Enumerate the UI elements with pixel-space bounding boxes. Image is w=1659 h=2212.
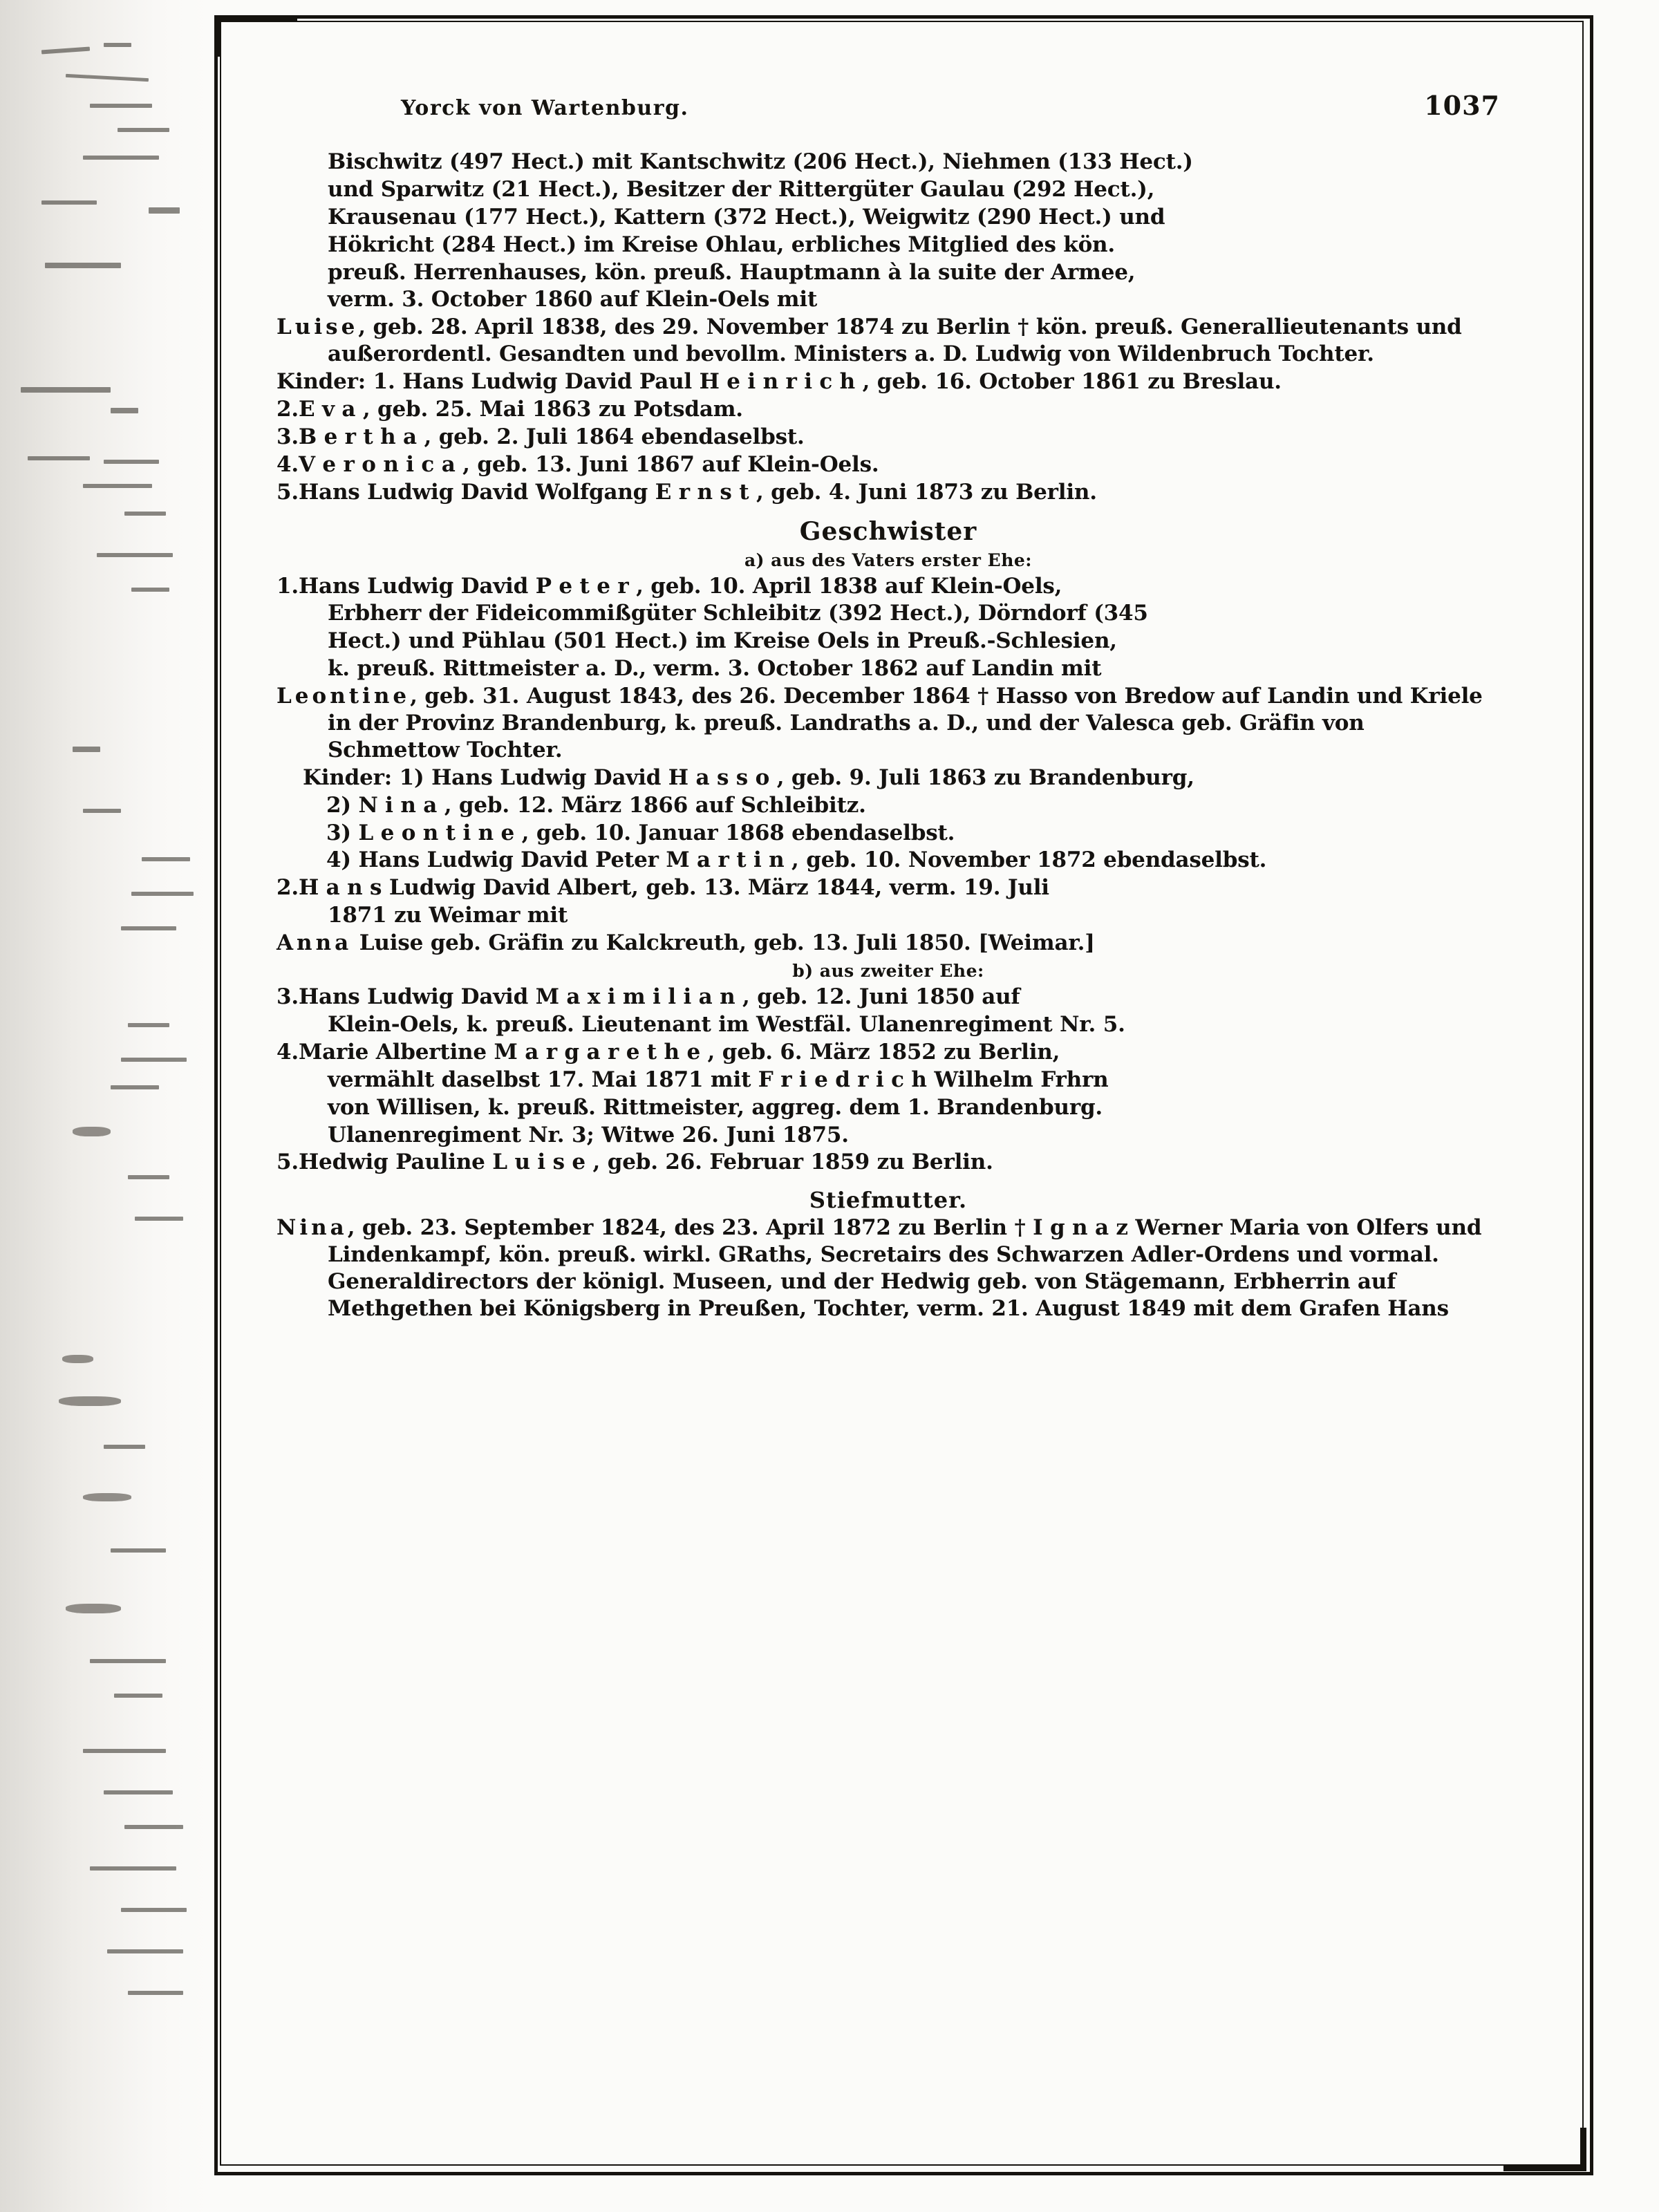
child-text: N i n a , geb. 12. März 1866 auf Schleibitz. [358,792,866,818]
spouse-name: Luise [276,315,359,340]
page-number: 1037 [1424,90,1500,121]
page-title: Yorck von Wartenburg. [401,96,689,120]
child-item [276,479,1500,506]
sibling-text: H a n s Ludwig David Albert, geb. 13. März 1844, verm. 19. Juli [298,875,1049,901]
sibling-spouse-name: Leontine [276,684,411,709]
sibling-entry-3 [276,984,1500,1038]
sibling-line [276,984,1500,1011]
sibling-line: Ulanenregiment Nr. 3; Witwe 26. Juni 1875. [328,1122,849,1147]
sibling-child-item [276,820,1500,847]
text-column [276,90,1500,1323]
sibling-spouse-paragraph [276,930,1500,957]
sibling-text: Hedwig Pauline L u i s e , geb. 26. Februar 1859 zu Berlin. [298,1150,993,1175]
sibling-line [276,1149,1500,1176]
sibling-line: vermählt daselbst 17. Mai 1871 mit F r i e d r i c h Wilhelm Frhrn [328,1067,1109,1092]
subsection-heading-erste-ehe: a) aus des Vaters erster Ehe: [744,550,1033,570]
sibling-children-first-item [276,765,1500,791]
sibling-text: Marie Albertine M a r g a r e t h e , geb. 6. März 1852 zu Berlin, [298,1039,1060,1065]
sibling-entry-2 [276,874,1500,957]
stepmother-name: Nina [276,1215,348,1241]
sibling-spouse-paragraph [276,683,1500,764]
running-head [276,90,1500,121]
stepmother-paragraph [276,1215,1500,1322]
child-text: Hans Ludwig David Peter M a r t i n , geb. 10. November 1872 ebendaselbst. [358,847,1267,873]
child-item [276,424,1500,451]
section-heading-geschwister: Geschwister [799,516,977,546]
child-item [276,451,1500,478]
sibling-number: 5. [276,1150,299,1175]
main-entry-line: und Sparwitz (21 Hect.), Besitzer der Rittergüter Gaulau (292 Hect.), [328,176,1155,202]
child-number: 4) [326,847,351,873]
child-text: V e r o n i c a , geb. 13. Juni 1867 auf Klein-Oels. [298,451,879,477]
spouse-details: , geb. 28. April 1838, des 29. November 1874 zu Berlin † kön. preuß. Generallieutenants und außerordentl. Gesandten und bevollm. Ministers a. D. Ludwig von Wildenbruch Tochter. [328,315,1462,367]
border-corner-mark-bottomright-vertical [1580,2128,1586,2169]
child-number: 3) [326,820,351,845]
child-text: L e o n t i n e , geb. 10. Januar 1868 ebendaselbst. [358,820,955,845]
sibling-line [276,573,1500,600]
child-number: 4. [276,451,299,477]
sibling-line: Hect.) und Pühlau (501 Hect.) im Kreise Oels in Preuß.-Schlesien, [328,628,1117,654]
sibling-number: 1. [276,573,299,599]
child-text: E v a , geb. 25. Mai 1863 zu Potsdam. [298,397,743,422]
child-item [276,396,1500,423]
sibling-number: 4. [276,1039,299,1065]
children-label: Kinder: [303,765,393,790]
border-corner-mark-topleft [214,15,297,21]
sibling-line: von Willisen, k. preuß. Rittmeister, aggreg. dem 1. Brandenburg. [328,1094,1103,1120]
section-heading-stiefmutter: Stiefmutter. [809,1187,968,1214]
sibling-number: 2. [276,875,299,901]
sibling-entry-5 [276,1149,1500,1176]
child-number: 1) [399,765,424,790]
subsection-heading-zweite-ehe: b) aus zweiter Ehe: [792,961,984,982]
child-number: 5. [276,479,299,505]
sibling-number: 3. [276,984,299,1010]
child-number: 3. [276,424,299,449]
sibling-text: Hans Ludwig David M a x i m i l i a n , geb. 12. Juni 1850 auf [298,984,1020,1010]
child-text: Hans Ludwig David Wolfgang E r n s t , geb. 4. Juni 1873 zu Berlin. [298,479,1097,505]
child-number: 2. [276,397,299,422]
main-entry-line: Bischwitz (497 Hect.) mit Kantschwitz (206 Hect.), Niehmen (133 Hect.) [328,149,1193,174]
sibling-line: Klein-Oels, k. preuß. Lieutenant im Westfäl. Ulanenregiment Nr. 5. [328,1011,1125,1037]
children-label: Kinder: [276,369,366,395]
sibling-child-item [276,792,1500,819]
sibling-line: Erbherr der Fideicommißgüter Schleibitz (392 Hect.), Dörndorf (345 [328,601,1148,626]
sibling-text: Hans Ludwig David P e t e r , geb. 10. April 1838 auf Klein-Oels, [298,573,1062,599]
sibling-line [276,1039,1500,1066]
sibling-spouse-name: Anna [276,930,353,956]
sibling-line [276,874,1500,901]
main-entry [276,149,1500,506]
sibling-entry-1 [276,573,1500,874]
sibling-line: k. preuß. Rittmeister a. D., verm. 3. October 1862 auf Landin mit [328,656,1102,682]
child-number: 2) [326,792,351,818]
child-text: Hans Ludwig David H a s s o , geb. 9. Juli 1863 zu Brandenburg, [431,765,1194,790]
sibling-spouse-details: Luise geb. Gräfin zu Kalckreuth, geb. 13. Juli 1850. [Weimar.] [352,930,1095,956]
main-entry-line: Krausenau (177 Hect.), Kattern (372 Hect.), Weigwitz (290 Hect.) und [328,204,1165,229]
sibling-entry-4 [276,1039,1500,1149]
sibling-spouse-details: , geb. 31. August 1843, des 26. December 1864 † Hasso von Bredow auf Landin und Kriele in der Provinz Brandenburg, k. preuß. Landraths a. D., und der Valesca geb. Gräfin von Schmettow Tochter. [328,684,1483,762]
border-corner-mark-bottomright [1503,2165,1586,2171]
sibling-line: 1871 zu Weimar mit [328,903,568,928]
border-corner-mark-topleft-vertical [214,15,221,57]
main-entry-line: Hökricht (284 Hect.) im Kreise Ohlau, erbliches Mitglied des kön. [328,232,1115,257]
stepmother-details: , geb. 23. September 1824, des 23. April 1872 zu Berlin † I g n a z Werner Maria von Olfers und Lindenkampf, kön. preuß. wirkl. GRaths, Secretairs des Schwarzen Adler-Ordens und vormal. Generaldirectors der königl. Museen, und der Hedwig geb. von Stägemann, Erbherrin auf Methgethen bei Königsberg in Preußen, Tochter, verm. 21. August 1849 mit dem Grafen Hans [328,1215,1482,1321]
binding-gutter-shading [0,0,207,2212]
child-text: B e r t h a , geb. 2. Juli 1864 ebendaselbst. [298,424,805,449]
spouse-paragraph [276,314,1500,368]
child-number: 1. [373,369,395,395]
main-entry-line: verm. 3. October 1860 auf Klein-Oels mit [328,287,818,312]
children-first-item [276,368,1500,395]
child-text: Hans Ludwig David Paul H e i n r i c h , geb. 16. October 1861 zu Breslau. [402,369,1282,395]
main-entry-line: preuß. Herrenhauses, kön. preuß. Hauptmann à la suite der Armee, [328,259,1136,285]
sibling-child-item [276,847,1500,874]
